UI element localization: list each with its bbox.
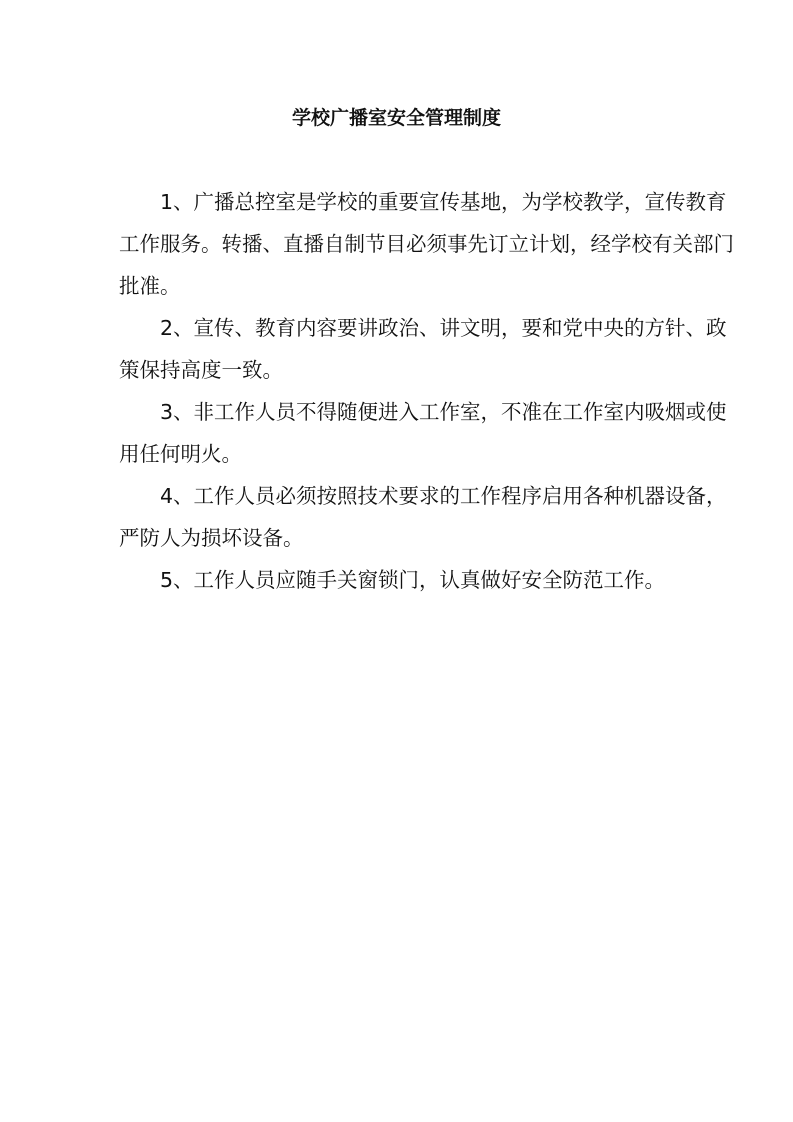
paragraph-line: 批准。	[119, 274, 181, 298]
paragraph-line: 策保持高度一致。	[119, 358, 283, 382]
rule-paragraph-4	[119, 475, 727, 559]
paragraph-line: 严防人为损坏设备。	[119, 526, 304, 550]
document-body	[119, 181, 734, 601]
paragraph-line: 5、工作人员应随手关窗锁门，认真做好安全防范工作。	[160, 568, 666, 592]
paragraph-line: 1、广播总控室是学校的重要宣传基地，为学校教学，宣传教育	[160, 190, 727, 214]
document-title: 学校广播室安全管理制度	[291, 107, 501, 129]
rule-paragraph-2	[119, 307, 727, 391]
rule-paragraph-3	[119, 391, 727, 475]
rule-paragraph-1	[119, 181, 734, 307]
paragraph-line: 用任何明火。	[119, 442, 242, 466]
paragraph-line: 2、宣传、教育内容要讲政治、讲文明，要和党中央的方针、政	[160, 316, 727, 340]
paragraph-line: 工作服务。转播、直播自制节目必须事先订立计划，经学校有关部门	[119, 232, 734, 256]
rule-paragraph-5	[119, 559, 675, 601]
paragraph-line: 3、非工作人员不得随便进入工作室，不准在工作室内吸烟或使	[160, 400, 727, 424]
paragraph-line: 4、工作人员必须按照技术要求的工作程序启用各种机器设备，	[160, 484, 727, 508]
